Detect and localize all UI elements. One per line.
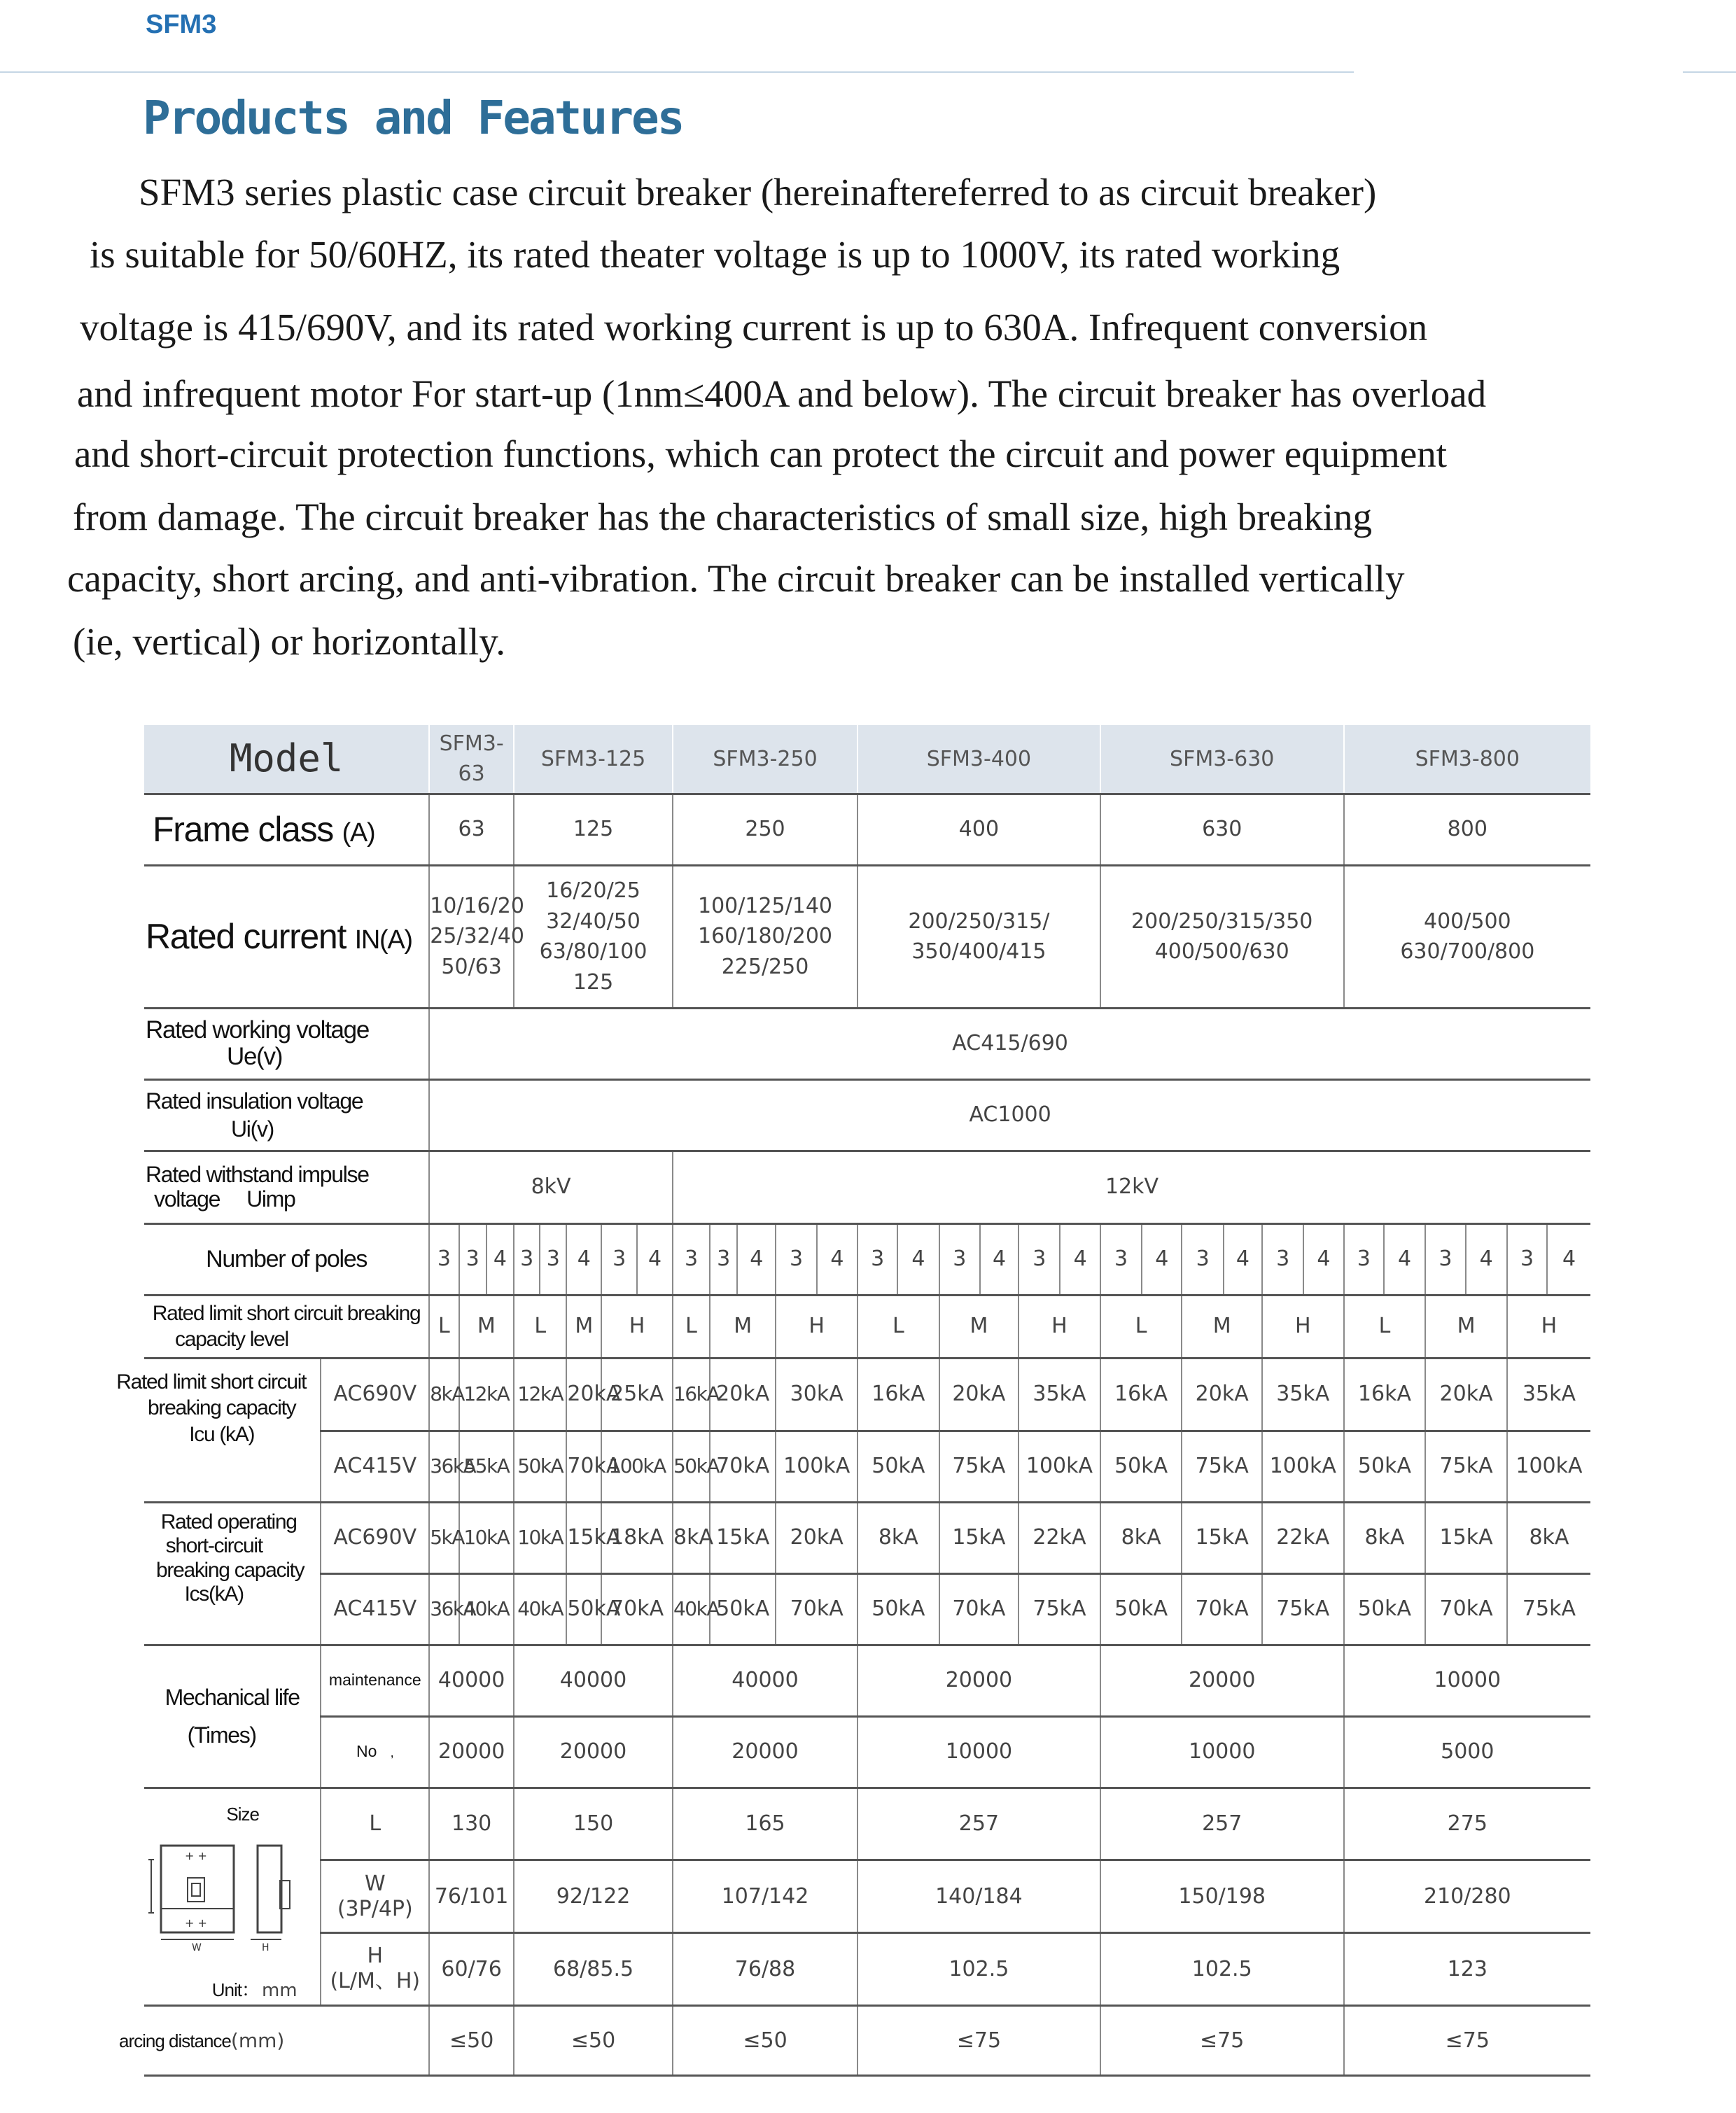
size-w-value: 140/184 <box>858 1860 1100 1933</box>
pole-value: 4 <box>1142 1223 1182 1295</box>
no-maintenance-value: 10000 <box>858 1716 1100 1788</box>
icu-value: 100kA <box>1507 1431 1590 1502</box>
model-row <box>144 725 1590 794</box>
level-value: L <box>673 1295 710 1358</box>
level-value: L <box>1100 1295 1182 1358</box>
ics-ac415-label: AC415V <box>321 1573 429 1645</box>
pole-value: 3 <box>776 1223 816 1295</box>
no-maintenance-label: No , <box>321 1716 429 1788</box>
size-l-value: 257 <box>1100 1788 1344 1860</box>
icu-value: 50kA <box>514 1431 566 1502</box>
icu-value: 75kA <box>1182 1431 1262 1502</box>
pole-value: 4 <box>1060 1223 1100 1295</box>
level-value: L <box>429 1295 458 1358</box>
model-header: SFM3-800 <box>1344 725 1590 794</box>
model-header: SFM3-250 <box>673 725 858 794</box>
icu-value: 75kA <box>1425 1431 1507 1502</box>
size-h-label: H (L/M、H) <box>321 1933 429 2006</box>
header-brand: SFM3 <box>146 10 217 39</box>
ics-value: 75kA <box>1262 1573 1344 1645</box>
level-value: L <box>514 1295 566 1358</box>
icu-value: 35kA <box>1018 1358 1100 1431</box>
level-value: L <box>1344 1295 1426 1358</box>
size-w-value: 210/280 <box>1344 1860 1590 1933</box>
pole-value: 3 <box>939 1223 980 1295</box>
model-header: SFM3-125 <box>514 725 673 794</box>
icu-value: 100kA <box>601 1431 673 1502</box>
arcing-label: arcing distance(mm) <box>144 2005 429 2075</box>
icu-value: 100kA <box>1262 1431 1344 1502</box>
icu-ac690-row <box>144 1358 1590 1431</box>
frame-class-value: 63 <box>429 794 514 865</box>
mechanical-life-no-row <box>144 1716 1590 1788</box>
maintenance-value: 20000 <box>858 1645 1100 1716</box>
capacity-level-label: Rated limit short circuit breaking capacity level <box>144 1295 429 1358</box>
pole-value: 3 <box>459 1223 486 1295</box>
ics-value: 22kA <box>1262 1502 1344 1573</box>
icu-value: 35kA <box>1262 1358 1344 1431</box>
pole-value: 3 <box>429 1223 458 1295</box>
size-w-label: W (3P/4P) <box>321 1860 429 1933</box>
frame-class-value: 630 <box>1100 794 1344 865</box>
impulse-voltage-label: Rated withstand impulse voltage Uimp <box>144 1151 429 1223</box>
pole-value: 4 <box>897 1223 939 1295</box>
level-value: M <box>459 1295 514 1358</box>
pole-value: 3 <box>710 1223 737 1295</box>
ics-value: 50kA <box>1100 1573 1182 1645</box>
icu-value: 8kA <box>429 1358 458 1431</box>
working-voltage-value: AC415/690 <box>429 1008 1590 1079</box>
icu-value: 70kA <box>566 1431 601 1502</box>
ics-value: 40kA <box>673 1573 710 1645</box>
maintenance-value: 10000 <box>1344 1645 1590 1716</box>
frame-class-value: 125 <box>514 794 673 865</box>
icu-value: 12kA <box>459 1358 514 1431</box>
icu-value: 70kA <box>710 1431 776 1502</box>
pole-value: 4 <box>1466 1223 1507 1295</box>
level-value: M <box>566 1295 601 1358</box>
impulse-voltage-value: 12kV <box>673 1151 1590 1223</box>
level-value: H <box>1507 1295 1590 1358</box>
maintenance-label: maintenance <box>321 1645 429 1716</box>
ics-value: 75kA <box>1507 1573 1590 1645</box>
frame-class-label: Frame class (A) <box>144 794 429 865</box>
size-h-value: 102.5 <box>1100 1933 1344 2006</box>
ics-value: 18kA <box>601 1502 673 1573</box>
arcing-value: ≤50 <box>429 2005 514 2075</box>
frame-class-value: 250 <box>673 794 858 865</box>
icu-value: 16kA <box>673 1358 710 1431</box>
arcing-value: ≤50 <box>673 2005 858 2075</box>
size-l-value: 130 <box>429 1788 514 1860</box>
intro-line: voltage is 415/690V, and its rated working current is up to 630A. Infrequent conversion <box>80 306 1428 349</box>
pole-value: 4 <box>980 1223 1018 1295</box>
pole-value: 3 <box>1018 1223 1060 1295</box>
arcing-value: ≤75 <box>1100 2005 1344 2075</box>
poles-label: Number of poles <box>144 1223 429 1295</box>
breaker-size-diagram <box>148 1840 302 1973</box>
intro-line: capacity, short arcing, and anti-vibration. The circuit breaker can be installed vertically <box>67 557 1405 600</box>
level-value: M <box>1425 1295 1507 1358</box>
icu-label: Rated limit short circuit breaking capacity Icu (kA) <box>144 1358 321 1502</box>
rated-current-label: Rated current IN(A) <box>144 865 429 1008</box>
header-divider <box>0 71 1354 73</box>
pole-value: 3 <box>540 1223 566 1295</box>
impulse-voltage-value: 8kV <box>429 1151 673 1223</box>
frame-class-value: 800 <box>1344 794 1590 865</box>
size-l-label: L <box>321 1788 429 1860</box>
ics-value: 15kA <box>710 1502 776 1573</box>
pole-value: 4 <box>1224 1223 1262 1295</box>
icu-ac690-label: AC690V <box>321 1358 429 1431</box>
level-value: H <box>601 1295 673 1358</box>
pole-value: 4 <box>486 1223 514 1295</box>
frame-class-value: 400 <box>858 794 1100 865</box>
ics-ac690-label: AC690V <box>321 1502 429 1573</box>
ics-value: 8kA <box>1100 1502 1182 1573</box>
section-title: Products and Features <box>143 91 683 145</box>
model-header: SFM3-400 <box>858 725 1100 794</box>
spec-table <box>116 725 1590 2077</box>
size-h-value: 123 <box>1344 1933 1590 2006</box>
no-maintenance-value: 20000 <box>673 1716 858 1788</box>
pole-value: 3 <box>514 1223 540 1295</box>
size-l-value: 275 <box>1344 1788 1590 1860</box>
ics-ac415-row <box>144 1573 1590 1645</box>
ics-value: 36kA <box>429 1573 458 1645</box>
size-h-row <box>144 1933 1590 2006</box>
icu-value: 50kA <box>673 1431 710 1502</box>
pole-value: 3 <box>673 1223 710 1295</box>
ics-value: 8kA <box>1344 1502 1426 1573</box>
icu-value: 20kA <box>1182 1358 1262 1431</box>
arcing-value: ≤75 <box>1344 2005 1590 2075</box>
pole-value: 4 <box>817 1223 858 1295</box>
arcing-value: ≤75 <box>858 2005 1100 2075</box>
ics-ac690-row <box>144 1502 1590 1573</box>
level-value: L <box>858 1295 939 1358</box>
pole-value: 4 <box>1547 1223 1590 1295</box>
capacity-level-row <box>144 1295 1590 1358</box>
model-header: SFM3-63 <box>429 725 514 794</box>
model-label: Model <box>144 725 429 794</box>
intro-line: and infrequent motor For start-up (1nm≤400A and below). The circuit breaker has overload <box>77 372 1487 415</box>
working-voltage-label: Rated working voltage Ue(v) <box>144 1008 429 1079</box>
maintenance-value: 40000 <box>673 1645 858 1716</box>
ics-value: 8kA <box>673 1502 710 1573</box>
size-w-value: 107/142 <box>673 1860 858 1933</box>
size-w-value: 76/101 <box>429 1860 514 1933</box>
icu-ac415-row <box>144 1431 1590 1502</box>
icu-value: 30kA <box>776 1358 858 1431</box>
icu-value: 25kA <box>601 1358 673 1431</box>
pole-value: 4 <box>1384 1223 1425 1295</box>
pole-value: 4 <box>637 1223 673 1295</box>
pole-value: 3 <box>1182 1223 1223 1295</box>
level-value: H <box>1262 1295 1344 1358</box>
working-voltage-row <box>144 1008 1590 1079</box>
size-w-value: 150/198 <box>1100 1860 1344 1933</box>
size-w-value: 92/122 <box>514 1860 673 1933</box>
size-h-value: 68/85.5 <box>514 1933 673 2006</box>
pole-value: 3 <box>601 1223 637 1295</box>
icu-value: 100kA <box>776 1431 858 1502</box>
mechanical-life-maintenance-row <box>144 1645 1590 1716</box>
ics-value: 22kA <box>1018 1502 1100 1573</box>
ics-value: 10kA <box>459 1502 514 1573</box>
maintenance-value: 40000 <box>429 1645 514 1716</box>
icu-value: 20kA <box>710 1358 776 1431</box>
icu-value: 55kA <box>459 1431 514 1502</box>
arcing-value: ≤50 <box>514 2005 673 2075</box>
icu-value: 50kA <box>1100 1431 1182 1502</box>
no-maintenance-value: 5000 <box>1344 1716 1590 1788</box>
maintenance-value: 20000 <box>1100 1645 1344 1716</box>
icu-value: 50kA <box>1344 1431 1426 1502</box>
level-value: H <box>1018 1295 1100 1358</box>
level-value: H <box>776 1295 858 1358</box>
ics-value: 15kA <box>939 1502 1018 1573</box>
pole-value: 3 <box>1344 1223 1384 1295</box>
ics-value: 70kA <box>776 1573 858 1645</box>
size-l-value: 150 <box>514 1788 673 1860</box>
icu-value: 75kA <box>939 1431 1018 1502</box>
rated-current-value: 100/125/140 160/180/200 225/250 <box>673 865 858 1008</box>
pole-value: 3 <box>1425 1223 1465 1295</box>
model-header: SFM3-630 <box>1100 725 1344 794</box>
poles-row <box>144 1223 1590 1295</box>
no-maintenance-value: 20000 <box>429 1716 514 1788</box>
ics-value: 40kA <box>514 1573 566 1645</box>
pole-value: 3 <box>1100 1223 1142 1295</box>
ics-value: 40kA <box>459 1573 514 1645</box>
size-h-value: 102.5 <box>858 1933 1100 2006</box>
maintenance-value: 40000 <box>514 1645 673 1716</box>
intro-line: SFM3 series plastic case circuit breaker (hereinaftereferred to as circuit breaker) <box>139 171 1377 213</box>
size-l-value: 165 <box>673 1788 858 1860</box>
ics-value: 75kA <box>1018 1573 1100 1645</box>
icu-value: 100kA <box>1018 1431 1100 1502</box>
icu-value: 16kA <box>1344 1358 1426 1431</box>
ics-value: 50kA <box>858 1573 939 1645</box>
ics-value: 70kA <box>1182 1573 1262 1645</box>
frame-class-row <box>144 794 1590 865</box>
ics-value: 15kA <box>1182 1502 1262 1573</box>
diagram-w-label: W <box>192 1942 202 1954</box>
pole-value: 3 <box>1507 1223 1547 1295</box>
icu-value: 50kA <box>858 1431 939 1502</box>
ics-value: 5kA <box>429 1502 458 1573</box>
level-value: M <box>710 1295 776 1358</box>
intro-line: is suitable for 50/60HZ, its rated theater voltage is up to 1000V, its rated working <box>90 233 1340 276</box>
icu-value: 35kA <box>1507 1358 1590 1431</box>
rated-current-value: 10/16/20 25/32/40 50/63 <box>429 865 514 1008</box>
insulation-voltage-value: AC1000 <box>429 1079 1590 1151</box>
icu-ac415-label: AC415V <box>321 1431 429 1502</box>
ics-value: 10kA <box>514 1502 566 1573</box>
level-value: M <box>939 1295 1018 1358</box>
ics-value: 15kA <box>566 1502 601 1573</box>
size-l-value: 257 <box>858 1788 1100 1860</box>
insulation-voltage-row <box>144 1079 1590 1151</box>
rated-current-value: 400/500 630/700/800 <box>1344 865 1590 1008</box>
impulse-voltage-row <box>144 1151 1590 1223</box>
pole-value: 4 <box>566 1223 601 1295</box>
pole-value: 3 <box>858 1223 897 1295</box>
no-maintenance-value: 10000 <box>1100 1716 1344 1788</box>
icu-value: 20kA <box>939 1358 1018 1431</box>
pole-value: 3 <box>1262 1223 1303 1295</box>
size-label: Size <box>226 1803 259 1825</box>
rated-current-row <box>144 865 1590 1008</box>
ics-value: 8kA <box>1507 1502 1590 1573</box>
ics-label: Rated operating short-circuit breaking capacity Ics(kA) <box>144 1502 321 1645</box>
level-value: M <box>1182 1295 1262 1358</box>
pole-value: 4 <box>737 1223 776 1295</box>
insulation-voltage-label: Rated insulation voltage Ui(v) <box>144 1079 429 1151</box>
diagram-plus-top: + + <box>185 1849 207 1863</box>
pole-value: 4 <box>1303 1223 1343 1295</box>
icu-value: 20kA <box>1425 1358 1507 1431</box>
ics-value: 70kA <box>1425 1573 1507 1645</box>
header-divider-right <box>1683 71 1736 73</box>
ics-value: 70kA <box>939 1573 1018 1645</box>
ics-value: 50kA <box>710 1573 776 1645</box>
intro-line: (ie, vertical) or horizontally. <box>73 620 505 663</box>
icu-value: 20kA <box>566 1358 601 1431</box>
rated-current-value: 16/20/25 32/40/50 63/80/100 125 <box>514 865 673 1008</box>
size-h-value: 60/76 <box>429 1933 514 2006</box>
diagram-h-label: H <box>262 1942 270 1954</box>
diagram-plus-bottom: + + <box>185 1916 207 1930</box>
size-h-value: 76/88 <box>673 1933 858 2006</box>
rated-current-value: 200/250/315/ 350/400/415 <box>858 865 1100 1008</box>
ics-value: 50kA <box>566 1573 601 1645</box>
ics-value: 50kA <box>1344 1573 1426 1645</box>
ics-value: 70kA <box>601 1573 673 1645</box>
size-label-cell <box>144 1788 321 2005</box>
mechanical-life-label: Mechanical life (Times) <box>144 1645 321 1788</box>
ics-value: 8kA <box>858 1502 939 1573</box>
ics-value: 15kA <box>1425 1502 1507 1573</box>
icu-value: 16kA <box>858 1358 939 1431</box>
icu-value: 36kA <box>429 1431 458 1502</box>
ics-value: 20kA <box>776 1502 858 1573</box>
icu-value: 16kA <box>1100 1358 1182 1431</box>
arcing-row <box>144 2005 1590 2075</box>
rated-current-value: 200/250/315/350 400/500/630 <box>1100 865 1344 1008</box>
size-w-row <box>144 1860 1590 1933</box>
no-maintenance-value: 20000 <box>514 1716 673 1788</box>
size-unit: Unit： mm <box>211 1979 298 2002</box>
intro-line: from damage. The circuit breaker has the characteristics of small size, high breaking <box>73 496 1373 538</box>
intro-line: and short-circuit protection functions, which can protect the circuit and power equipment <box>74 433 1448 475</box>
size-l-row <box>144 1788 1590 1860</box>
icu-value: 12kA <box>514 1358 566 1431</box>
